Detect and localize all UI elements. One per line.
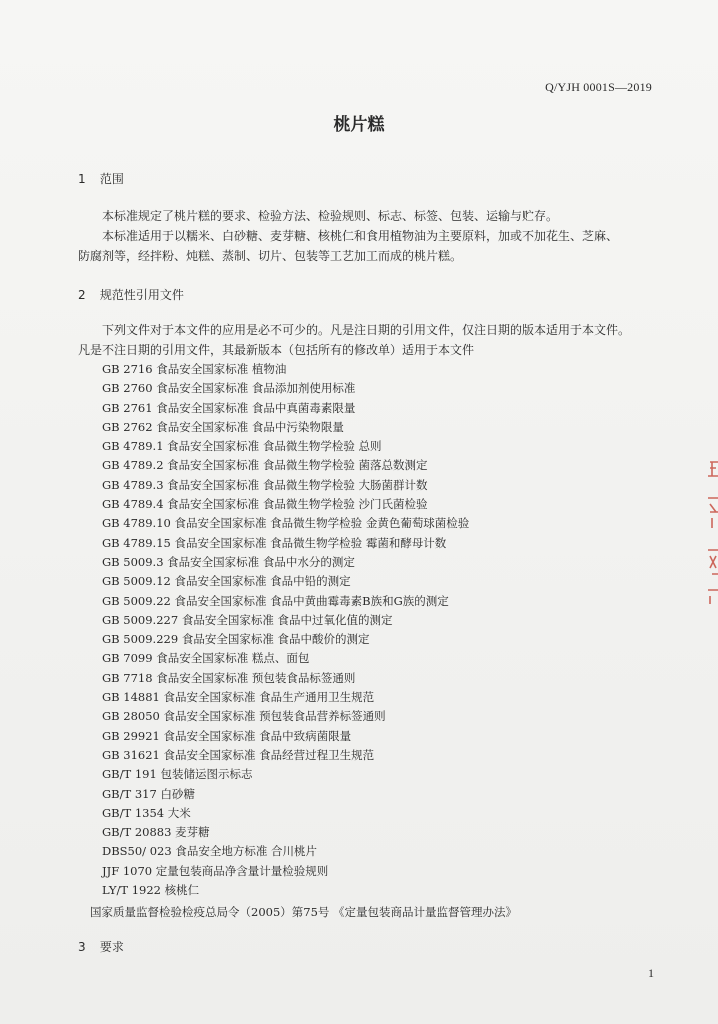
section-3-title: 要求: [99, 940, 124, 954]
reference-item: GB 5009.12 食品安全国家标准 食品中铅的测定: [102, 574, 351, 589]
section-2-intro: [78, 320, 656, 360]
reference-item: GB/T 191 包装储运图示标志: [102, 767, 253, 782]
reference-item: GB/T 20883 麦芽糖: [102, 825, 210, 840]
section-1-body: [78, 206, 656, 266]
reference-list: [102, 360, 469, 900]
section-1-heading: [78, 170, 124, 187]
reference-item: GB 4789.10 食品安全国家标准 食品微生物学检验 金黄色葡萄球菌检验: [102, 516, 470, 531]
standard-code: Q/YJH 0001S—2019: [545, 80, 652, 94]
reference-item: GB/T 1354 大米: [102, 805, 191, 820]
section-2-title: 规范性引用文件: [99, 288, 184, 302]
reference-item: GB 14881 食品安全国家标准 食品生产通用卫生规范: [102, 690, 375, 705]
red-seal-stamp: [702, 458, 718, 604]
reference-item: GB 2762 食品安全国家标准 食品中污染物限量: [102, 419, 344, 434]
reference-item: GB 5009.227 食品安全国家标准 食品中过氧化值的测定: [102, 612, 393, 627]
reference-item: GB 4789.15 食品安全国家标准 食品微生物学检验 霉菌和酵母计数: [102, 535, 447, 550]
section-1-line: 本标准适用于以糯米、白砂糖、麦芽糖、核桃仁和食用植物油为主要原料，加或不加花生、芝麻、: [102, 229, 619, 243]
section-1-title: 范围: [99, 172, 124, 186]
reference-item: GB 7718 食品安全国家标准 预包装食品标签通则: [102, 670, 356, 685]
reference-decree: 国家质量监督检验检疫总局令（2005）第75号 《定量包装商品计量监督管理办法》: [90, 905, 518, 919]
reference-item: DBS50/ 023 食品安全地方标准 合川桃片: [102, 844, 317, 859]
reference-item: GB 5009.3 食品安全国家标准 食品中水分的测定: [102, 554, 355, 569]
reference-item: LY/T 1922 核桃仁: [102, 883, 200, 898]
reference-item: JJF 1070 定量包装商品净含量计量检验规则: [102, 863, 329, 878]
reference-item: GB 4789.2 食品安全国家标准 食品微生物学检验 菌落总数测定: [102, 458, 428, 473]
page-number: 1: [648, 966, 654, 980]
section-2-heading: [78, 286, 184, 303]
reference-item: GB/T 317 白砂糖: [102, 786, 195, 801]
reference-item: GB 2761 食品安全国家标准 食品中真菌毒素限量: [102, 400, 356, 415]
section-2-line: 凡是不注日期的引用文件，其最新版本（包括所有的修改单）适用于本文件: [78, 343, 475, 357]
reference-item: GB 7099 食品安全国家标准 糕点、面包: [102, 651, 310, 666]
section-2-number: 2: [78, 288, 86, 302]
reference-item: GB 4789.4 食品安全国家标准 食品微生物学检验 沙门氏菌检验: [102, 497, 428, 512]
reference-item: GB 5009.229 食品安全国家标准 食品中酸价的测定: [102, 632, 370, 647]
section-1-number: 1: [78, 172, 86, 186]
reference-item: GB 2716 食品安全国家标准 植物油: [102, 362, 287, 376]
document-title: 桃片糕: [333, 115, 385, 135]
reference-item: GB 31621 食品安全国家标准 食品经营过程卫生规范: [102, 747, 375, 762]
section-1-line: 防腐剂等，经拌粉、炖糕、蒸制、切片、包装等工艺加工而成的桃片糕。: [78, 249, 463, 263]
section-2-line: 下列文件对于本文件的应用是必不可少的。凡是注日期的引用文件，仅注日期的版本适用于本文件。: [102, 323, 631, 337]
reference-item: GB 5009.22 食品安全国家标准 食品中黄曲霉毒素B族和G族的测定: [102, 593, 449, 608]
reference-item: GB 4789.3 食品安全国家标准 食品微生物学检验 大肠菌群计数: [102, 477, 428, 492]
reference-item: GB 29921 食品安全国家标准 食品中致病菌限量: [102, 728, 352, 743]
section-3-heading: [78, 938, 124, 955]
reference-item: GB 28050 食品安全国家标准 预包装食品营养标签通则: [102, 709, 386, 724]
reference-item: GB 4789.1 食品安全国家标准 食品微生物学检验 总则: [102, 439, 382, 454]
section-1-line: 本标准规定了桃片糕的要求、检验方法、检验规则、标志、标签、包装、运输与贮存。: [102, 209, 559, 223]
section-3-number: 3: [78, 940, 86, 954]
reference-item: GB 2760 食品安全国家标准 食品添加剂使用标准: [102, 381, 356, 396]
